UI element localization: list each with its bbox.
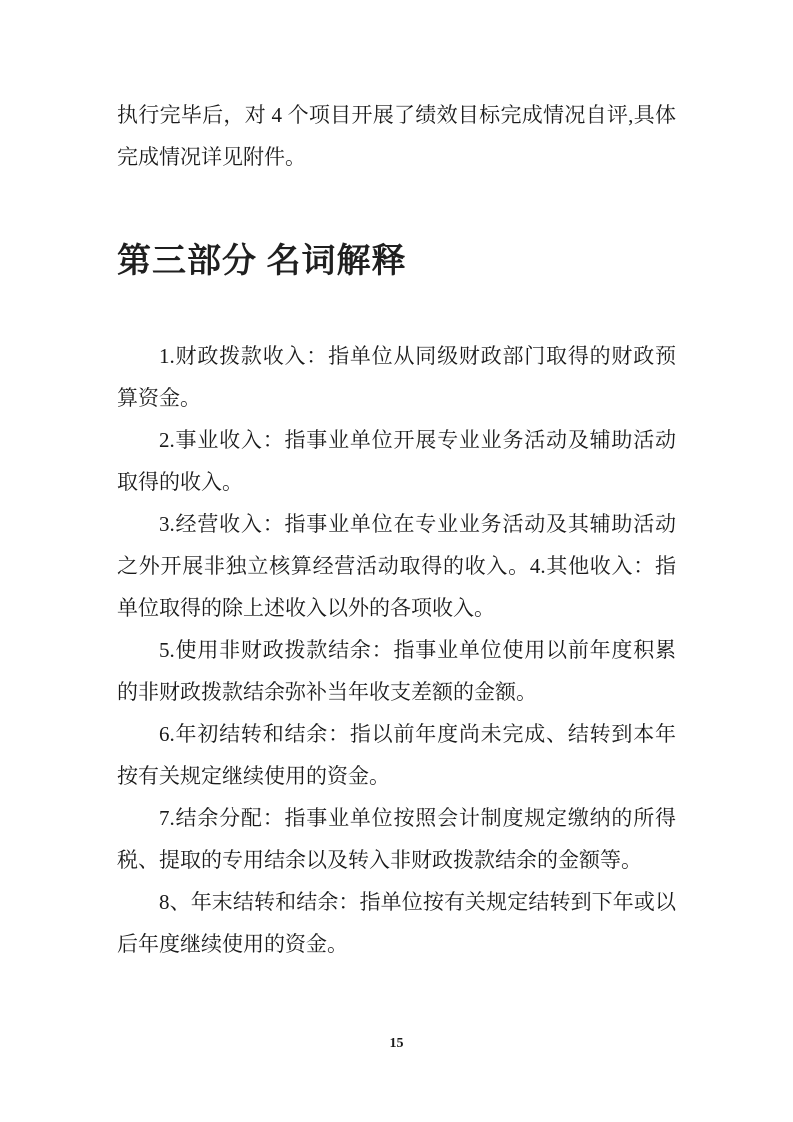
glossary-paragraph-2: 2.事业收入：指事业单位开展专业业务活动及辅助活动取得的收入。 <box>117 428 676 494</box>
glossary-paragraph-3: 3.经营收入：指事业单位在专业业务活动及其辅助活动之外开展非独立核算经营活动取得的收入。4.其他收入：指单位取得的除上述收入以外的各项收入。 <box>117 512 676 620</box>
page-number: 15 <box>389 1036 404 1051</box>
glossary-section <box>117 335 676 965</box>
glossary-paragraph-4: 5.使用非财政拨款结余：指事业单位使用以前年度积累的非财政拨款结余弥补当年收支差额的金额。 <box>117 638 676 704</box>
glossary-paragraph-5: 6.年初结转和结余：指以前年度尚未完成、结转到本年按有关规定继续使用的资金。 <box>117 722 676 788</box>
section-heading: 第三部分 名词解释 <box>117 243 407 280</box>
glossary-paragraph-7: 8、年末结转和结余：指单位按有关规定结转到下年或以后年度继续使用的资金。 <box>117 890 676 956</box>
glossary-paragraph-1: 1.财政拨款收入：指单位从同级财政部门取得的财政预算资金。 <box>117 344 676 410</box>
intro-paragraph: 执行完毕后，对 4 个项目开展了绩效目标完成情况自评,具体完成情况详见附件。 <box>117 103 676 169</box>
glossary-paragraph-6: 7.结余分配：指事业单位按照会计制度规定缴纳的所得税、提取的专用结余以及转入非财政拨款结余的金额等。 <box>117 806 676 872</box>
